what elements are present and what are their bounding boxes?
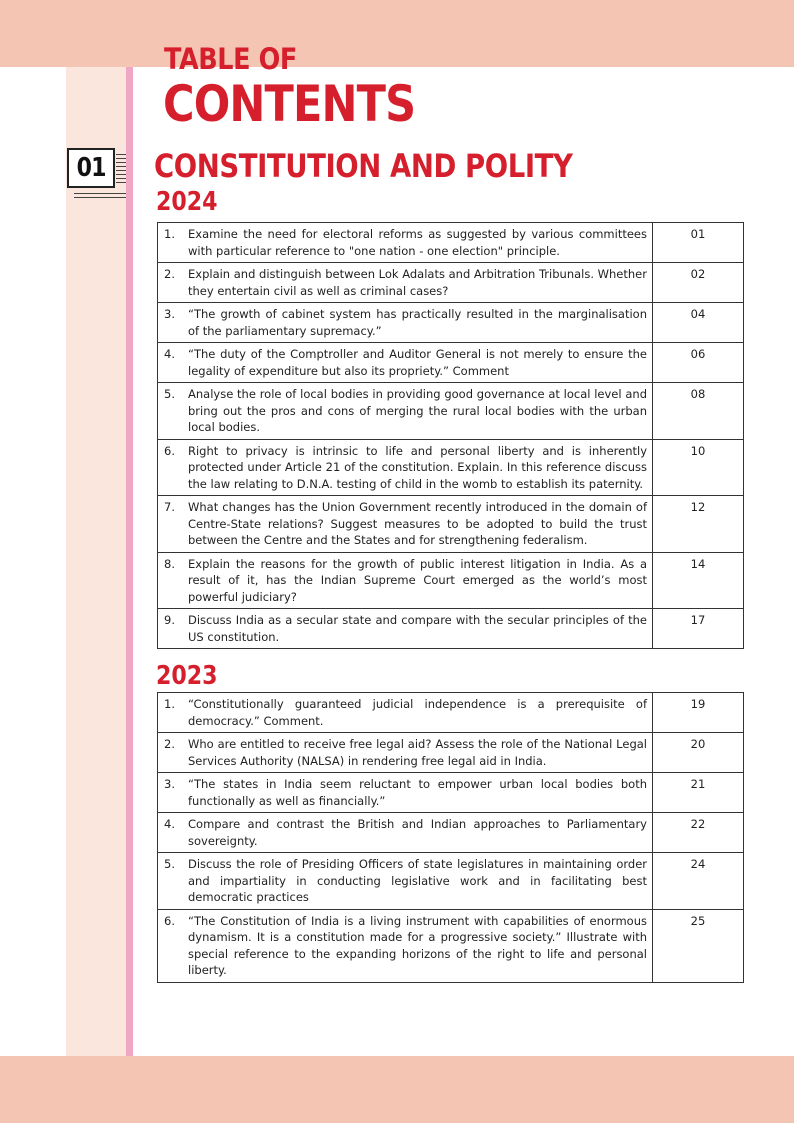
page-number[interactable]: 24 (653, 853, 744, 910)
question-number: 4. (164, 347, 175, 361)
toc-row[interactable] (158, 343, 744, 383)
question-number: 1. (164, 697, 175, 711)
toc-row[interactable] (158, 733, 744, 773)
toc-row[interactable] (158, 383, 744, 440)
question-cell (158, 343, 653, 383)
side-margin-stripe (126, 67, 133, 1056)
question-text: “The growth of cabinet system has practically resulted in the marginalisation of the parliamentary supremacy.” (188, 307, 647, 338)
question-number: 5. (164, 387, 175, 401)
question-text: “The states in India seem reluctant to empower urban local bodies both functionally as well as financially.” (188, 777, 647, 808)
page-number[interactable]: 19 (653, 693, 744, 733)
question-text: Explain the reasons for the growth of public interest litigation in India. As a result of it, has the Indian Supreme Court emerged as the world’s most powerful judiciary? (188, 556, 647, 604)
question-cell (158, 733, 653, 773)
question-cell (158, 693, 653, 733)
question-cell (158, 303, 653, 343)
chapter-box-decoration (116, 154, 126, 186)
question-number: 8. (164, 556, 175, 571)
question-cell (158, 439, 653, 496)
page-number[interactable]: 02 (653, 263, 744, 303)
page-number[interactable]: 22 (653, 813, 744, 853)
toc-row[interactable] (158, 693, 744, 733)
question-cell (158, 263, 653, 303)
question-text: Discuss India as a secular state and compare with the secular principles of the US constitution. (188, 613, 647, 644)
question-number: 6. (164, 443, 175, 458)
page-number[interactable]: 21 (653, 773, 744, 813)
year-heading-2024: 2024 (156, 187, 218, 217)
question-text: “The duty of the Comptroller and Auditor General is not merely to ensure the legality of expenditure but also its propriety.” Comment (188, 347, 647, 378)
question-cell (158, 853, 653, 910)
question-number: 2. (164, 737, 175, 751)
page-number[interactable]: 20 (653, 733, 744, 773)
question-text: What changes has the Union Government recently introduced in the domain of Centre-State relations? Suggest measures to be adopted to build the trust between the Centre and the States and for strengthening federalism. (188, 500, 647, 547)
question-text: Right to privacy is intrinsic to life and personal liberty and is inherently protected under Article 21 of the constitution. Explain. In this reference discuss the law relating to D.N.A. testing of child in the womb to establish its paternity. (188, 443, 647, 491)
page-number[interactable]: 08 (653, 383, 744, 440)
page-number[interactable]: 06 (653, 343, 744, 383)
question-number: 5. (164, 857, 175, 871)
question-cell (158, 496, 653, 553)
question-number: 6. (164, 913, 175, 928)
question-cell (158, 383, 653, 440)
toc-row[interactable] (158, 496, 744, 553)
question-number: 2. (164, 267, 175, 281)
toc-row[interactable] (158, 773, 744, 813)
question-number: 1. (164, 227, 175, 241)
toc-table-2023 (157, 692, 744, 983)
toc-row[interactable] (158, 609, 744, 649)
question-text: Who are entitled to receive free legal aid? Assess the role of the National Legal Services Authority (NALSA) in rendering free legal aid in India. (188, 737, 647, 768)
question-text: Discuss the role of Presiding Officers of state legislatures in maintaining order and impartiality in conducting legislative work and in facilitating best democratic practices (188, 857, 647, 904)
year-heading-2023: 2023 (156, 661, 218, 691)
question-text: “The Constitution of India is a living instrument with capabilities of enormous dynamism. It is a constitution made for a progressive society.” Illustrate with special reference to the expanding horizons of the right to life and personal liberty. (188, 913, 647, 977)
question-number: 9. (164, 613, 175, 627)
page-number[interactable]: 01 (653, 223, 744, 263)
page-title-line-1: TABLE OF (164, 42, 297, 76)
toc-row[interactable] (158, 853, 744, 910)
toc-table-2024 (157, 222, 744, 649)
bottom-banner (0, 1056, 794, 1123)
toc-row[interactable] (158, 223, 744, 263)
page-number[interactable]: 17 (653, 609, 744, 649)
question-number: 7. (164, 500, 175, 514)
toc-row[interactable] (158, 813, 744, 853)
page-title-line-2: CONTENTS (163, 75, 416, 133)
chapter-number-box (67, 148, 115, 188)
page-number[interactable]: 04 (653, 303, 744, 343)
question-cell (158, 813, 653, 853)
question-text: Compare and contrast the British and Indian approaches to Parliamentary sovereignty. (188, 817, 647, 848)
page-number[interactable]: 25 (653, 909, 744, 982)
page-number[interactable]: 14 (653, 552, 744, 609)
question-cell (158, 223, 653, 263)
question-cell (158, 909, 653, 982)
toc-row[interactable] (158, 552, 744, 609)
question-cell (158, 552, 653, 609)
toc-row[interactable] (158, 909, 744, 982)
question-cell (158, 773, 653, 813)
question-text: Examine the need for electoral reforms as suggested by various committees with particular reference to "one nation - one election" principle. (188, 227, 647, 258)
side-margin-band (66, 67, 126, 1056)
question-cell (158, 609, 653, 649)
question-text: “Constitutionally guaranteed judicial independence is a prerequisite of democracy.” Comment. (188, 697, 647, 728)
question-number: 3. (164, 777, 175, 791)
question-number: 3. (164, 307, 175, 321)
question-text: Explain and distinguish between Lok Adalats and Arbitration Tribunals. Whether they entertain civil as well as criminal cases? (188, 267, 647, 298)
chapter-title: CONSTITUTION AND POLITY (154, 147, 573, 185)
question-number: 4. (164, 817, 175, 831)
page-number[interactable]: 10 (653, 439, 744, 496)
page-number[interactable]: 12 (653, 496, 744, 553)
chapter-number: 01 (76, 153, 106, 183)
question-text: Analyse the role of local bodies in providing good governance at local level and bring out the pros and cons of merging the rural local bodies with the urban local bodies. (188, 387, 647, 434)
top-banner (0, 0, 794, 67)
toc-row[interactable] (158, 303, 744, 343)
chapter-underline-decoration (74, 193, 126, 201)
toc-row[interactable] (158, 263, 744, 303)
toc-row[interactable] (158, 439, 744, 496)
